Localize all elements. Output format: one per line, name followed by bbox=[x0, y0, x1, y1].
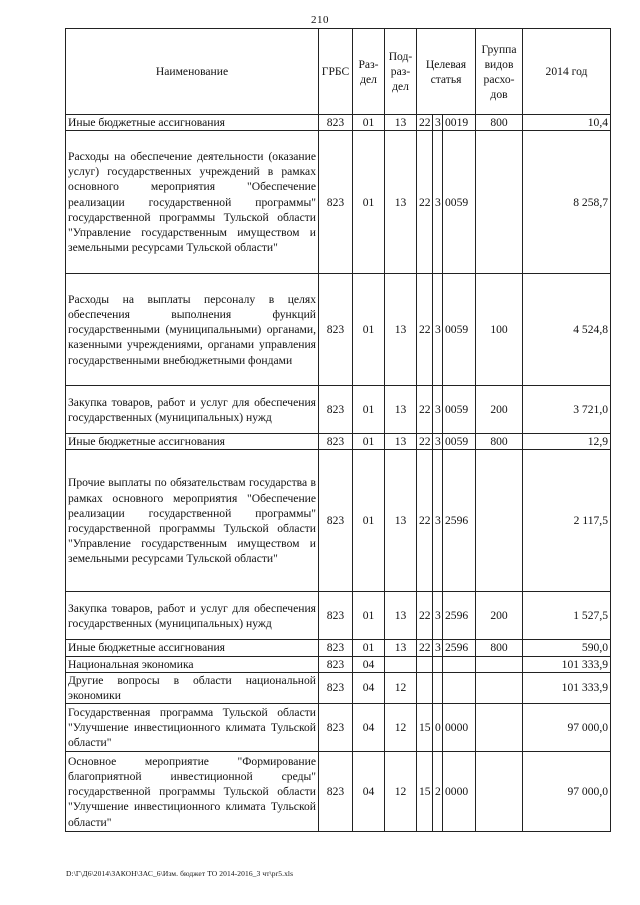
row-podrazdel: 13 bbox=[385, 115, 417, 131]
row-razdel: 01 bbox=[353, 386, 385, 434]
row-grbs: 823 bbox=[319, 592, 353, 640]
row-name: Государственная программа Тульской области "Улучшение инвестиционного климата Тульской области" bbox=[66, 704, 319, 752]
row-podrazdel bbox=[385, 656, 417, 672]
row-podrazdel: 13 bbox=[385, 640, 417, 656]
header-name: Наименование bbox=[66, 29, 319, 115]
row-target-subprogram: 3 bbox=[433, 434, 443, 450]
row-target-program: 22 bbox=[417, 115, 433, 131]
table-row bbox=[66, 434, 611, 450]
row-target-subprogram: 3 bbox=[433, 274, 443, 386]
row-target-subprogram bbox=[433, 672, 443, 703]
row-target-subprogram: 3 bbox=[433, 640, 443, 656]
row-razdel: 01 bbox=[353, 640, 385, 656]
table-body bbox=[66, 115, 611, 832]
row-target-code: 0000 bbox=[443, 752, 476, 832]
row-target-program: 22 bbox=[417, 640, 433, 656]
row-target-program bbox=[417, 656, 433, 672]
table-row bbox=[66, 752, 611, 832]
header-expense-group: Группа видов расхо- дов bbox=[476, 29, 523, 115]
row-razdel: 04 bbox=[353, 704, 385, 752]
row-target-subprogram: 0 bbox=[433, 704, 443, 752]
row-podrazdel: 13 bbox=[385, 386, 417, 434]
row-target-code bbox=[443, 672, 476, 703]
row-expense-group bbox=[476, 704, 523, 752]
table-row bbox=[66, 386, 611, 434]
row-razdel: 04 bbox=[353, 672, 385, 703]
row-razdel: 01 bbox=[353, 131, 385, 274]
row-target-program: 22 bbox=[417, 131, 433, 274]
row-target-code: 0059 bbox=[443, 434, 476, 450]
row-target-subprogram: 3 bbox=[433, 592, 443, 640]
row-name: Прочие выплаты по обязательствам государства в рамках основного мероприятия "Обеспечение реализации государственной программы" государственной программы Тульской области "Управление государственным имуществом и земельными ресурсами Тульской области" bbox=[66, 450, 319, 592]
row-target-code: 0059 bbox=[443, 274, 476, 386]
row-expense-group bbox=[476, 131, 523, 274]
row-grbs: 823 bbox=[319, 115, 353, 131]
row-amount: 1 527,5 bbox=[523, 592, 611, 640]
footer-file-path: D:\Г\Д6\2014\ЗАКОН\ЗАС_6\Изм. бюджет ТО 2014-2016_3 чт\pr5.xls bbox=[66, 869, 294, 878]
row-expense-group bbox=[476, 672, 523, 703]
budget-table bbox=[65, 28, 611, 832]
header-grbs: ГРБС bbox=[319, 29, 353, 115]
row-grbs: 823 bbox=[319, 656, 353, 672]
row-target-program: 15 bbox=[417, 752, 433, 832]
row-razdel: 01 bbox=[353, 592, 385, 640]
header-razdel: Раз- дел bbox=[353, 29, 385, 115]
row-grbs: 823 bbox=[319, 131, 353, 274]
row-grbs: 823 bbox=[319, 386, 353, 434]
row-target-program bbox=[417, 672, 433, 703]
row-target-program: 15 bbox=[417, 704, 433, 752]
table-row bbox=[66, 274, 611, 386]
row-expense-group: 800 bbox=[476, 434, 523, 450]
row-target-program: 22 bbox=[417, 386, 433, 434]
row-expense-group: 100 bbox=[476, 274, 523, 386]
row-name: Другие вопросы в области национальной экономики bbox=[66, 672, 319, 703]
row-target-subprogram bbox=[433, 656, 443, 672]
row-name: Основное мероприятие "Формирование благоприятной инвестиционной среды" государственной программы Тульской области "Улучшение инвестиционного климата Тульской области" bbox=[66, 752, 319, 832]
row-name: Иные бюджетные ассигнования bbox=[66, 434, 319, 450]
row-target-subprogram: 3 bbox=[433, 115, 443, 131]
row-target-code: 2596 bbox=[443, 592, 476, 640]
row-podrazdel: 13 bbox=[385, 434, 417, 450]
row-amount: 12,9 bbox=[523, 434, 611, 450]
table-row bbox=[66, 592, 611, 640]
row-razdel: 01 bbox=[353, 115, 385, 131]
row-amount: 590,0 bbox=[523, 640, 611, 656]
header-podrazdel: Под- раз- дел bbox=[385, 29, 417, 115]
table-row bbox=[66, 131, 611, 274]
row-target-subprogram: 3 bbox=[433, 386, 443, 434]
row-grbs: 823 bbox=[319, 752, 353, 832]
row-grbs: 823 bbox=[319, 274, 353, 386]
row-amount: 10,4 bbox=[523, 115, 611, 131]
header-target-article: Целевая статья bbox=[417, 29, 476, 115]
row-expense-group: 200 bbox=[476, 386, 523, 434]
row-expense-group: 200 bbox=[476, 592, 523, 640]
row-target-subprogram: 2 bbox=[433, 752, 443, 832]
row-amount: 101 333,9 bbox=[523, 672, 611, 703]
row-name: Иные бюджетные ассигнования bbox=[66, 640, 319, 656]
row-target-program: 22 bbox=[417, 450, 433, 592]
table-row bbox=[66, 672, 611, 703]
row-name: Расходы на обеспечение деятельности (оказание услуг) государственных учреждений в рамках основного мероприятия "Обеспечение реализации государственной программы" государственной программы Тульской области "Управление государственным имуществом и земельными ресурсами Тульской области" bbox=[66, 131, 319, 274]
row-podrazdel: 12 bbox=[385, 672, 417, 703]
table-row bbox=[66, 640, 611, 656]
row-target-code bbox=[443, 656, 476, 672]
row-amount: 97 000,0 bbox=[523, 752, 611, 832]
row-grbs: 823 bbox=[319, 672, 353, 703]
row-expense-group bbox=[476, 656, 523, 672]
row-name: Закупка товаров, работ и услуг для обеспечения государственных (муниципальных) нужд bbox=[66, 386, 319, 434]
row-podrazdel: 13 bbox=[385, 274, 417, 386]
row-target-code: 0000 bbox=[443, 704, 476, 752]
row-amount: 4 524,8 bbox=[523, 274, 611, 386]
row-name: Иные бюджетные ассигнования bbox=[66, 115, 319, 131]
row-target-code: 0059 bbox=[443, 386, 476, 434]
row-target-code: 2596 bbox=[443, 640, 476, 656]
header-year-2014: 2014 год bbox=[523, 29, 611, 115]
row-podrazdel: 13 bbox=[385, 592, 417, 640]
row-razdel: 04 bbox=[353, 752, 385, 832]
row-grbs: 823 bbox=[319, 704, 353, 752]
row-amount: 2 117,5 bbox=[523, 450, 611, 592]
row-expense-group: 800 bbox=[476, 640, 523, 656]
row-razdel: 01 bbox=[353, 274, 385, 386]
row-name: Закупка товаров, работ и услуг для обеспечения государственных (муниципальных) нужд bbox=[66, 592, 319, 640]
table-row bbox=[66, 115, 611, 131]
row-podrazdel: 13 bbox=[385, 450, 417, 592]
row-amount: 101 333,9 bbox=[523, 656, 611, 672]
row-target-program: 22 bbox=[417, 274, 433, 386]
row-target-program: 22 bbox=[417, 434, 433, 450]
row-target-code: 0059 bbox=[443, 131, 476, 274]
row-podrazdel: 13 bbox=[385, 131, 417, 274]
table-row bbox=[66, 704, 611, 752]
table-row bbox=[66, 450, 611, 592]
row-amount: 3 721,0 bbox=[523, 386, 611, 434]
row-amount: 8 258,7 bbox=[523, 131, 611, 274]
row-podrazdel: 12 bbox=[385, 704, 417, 752]
table-row bbox=[66, 656, 611, 672]
row-razdel: 04 bbox=[353, 656, 385, 672]
row-razdel: 01 bbox=[353, 434, 385, 450]
row-name: Национальная экономика bbox=[66, 656, 319, 672]
row-target-subprogram: 3 bbox=[433, 131, 443, 274]
row-expense-group bbox=[476, 752, 523, 832]
row-grbs: 823 bbox=[319, 434, 353, 450]
row-grbs: 823 bbox=[319, 450, 353, 592]
row-target-code: 0019 bbox=[443, 115, 476, 131]
row-target-program: 22 bbox=[417, 592, 433, 640]
table-header-row bbox=[66, 29, 611, 115]
row-name: Расходы на выплаты персоналу в целях обеспечения выполнения функций государственными (муниципальными) органами, казенными учреждениями, органами управления государственными внебюджетными фондами bbox=[66, 274, 319, 386]
row-podrazdel: 12 bbox=[385, 752, 417, 832]
row-razdel: 01 bbox=[353, 450, 385, 592]
page-number: 210 bbox=[311, 14, 329, 26]
row-grbs: 823 bbox=[319, 640, 353, 656]
row-expense-group bbox=[476, 450, 523, 592]
row-amount: 97 000,0 bbox=[523, 704, 611, 752]
row-target-code: 2596 bbox=[443, 450, 476, 592]
row-expense-group: 800 bbox=[476, 115, 523, 131]
row-target-subprogram: 3 bbox=[433, 450, 443, 592]
